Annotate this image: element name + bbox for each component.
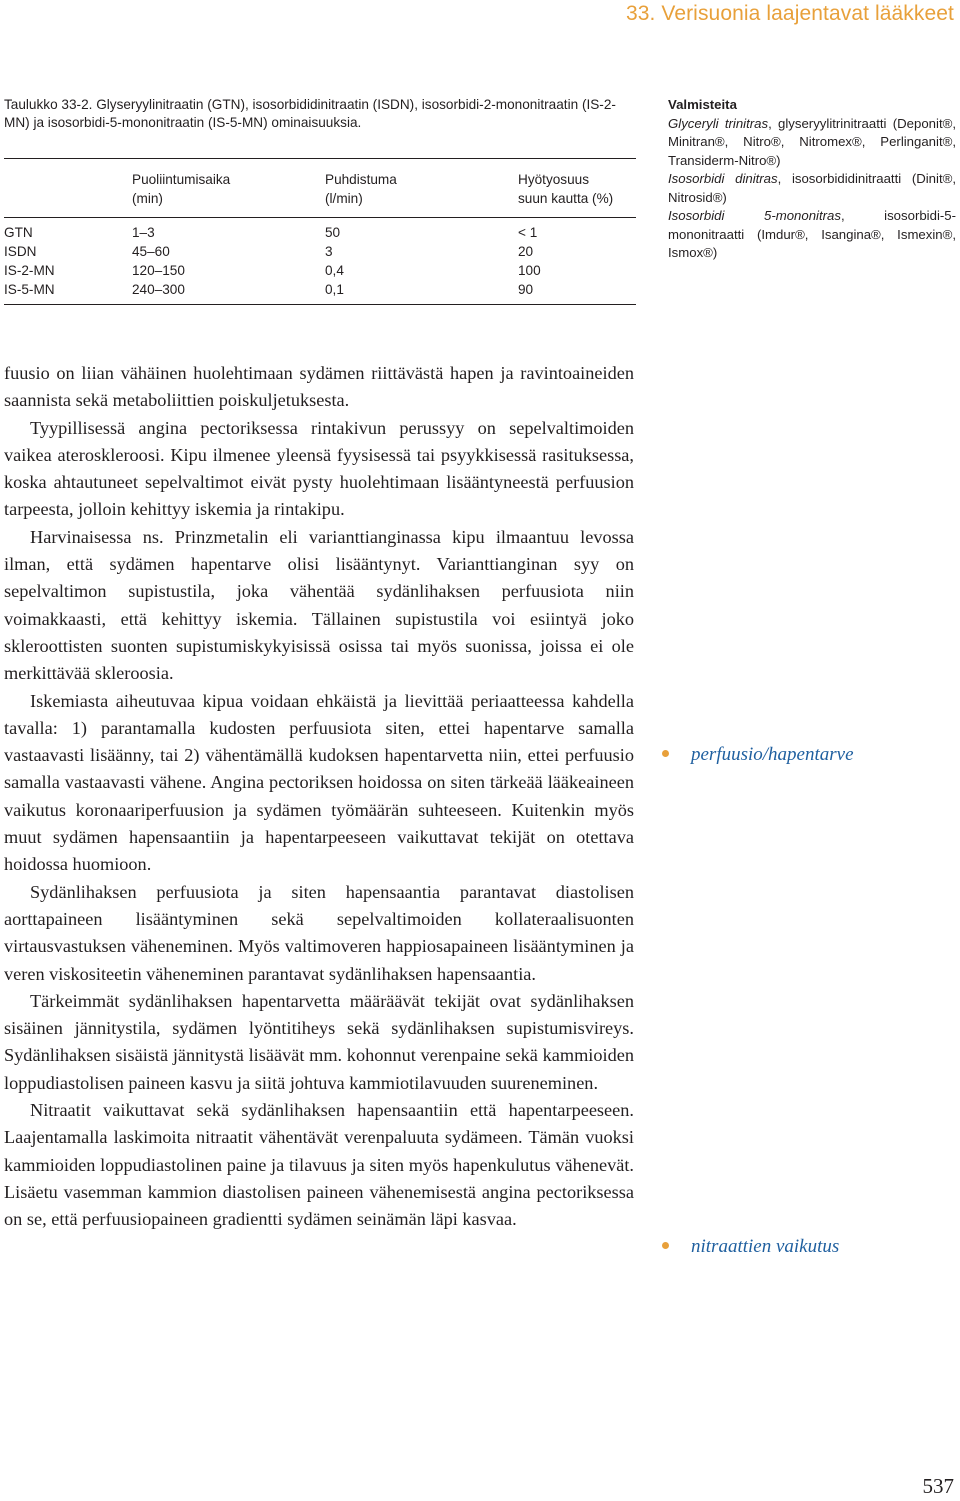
preparation-details: , isosorbididinitraatti (Dinit®, Nitrosid®) bbox=[668, 171, 956, 205]
row-half-life: 240–300 bbox=[132, 282, 185, 297]
row-name: IS-5-MN bbox=[4, 282, 55, 297]
preparation-details: , glyseryylitrinitraatti (Deponit®, Minitran®, Nitro®, Nitromex®, Perlinganit®, Transiderm-Nitro®) bbox=[668, 115, 956, 168]
table-rule-bottom bbox=[4, 304, 636, 305]
row-clearance: 0,4 bbox=[325, 263, 344, 278]
column-header-bioavailability: Hyötyosuus suun kautta (%) bbox=[518, 172, 614, 206]
margin-note bbox=[662, 1236, 839, 1258]
paragraph: Tyypillisessä angina pectoriksessa rintakivun perussyy on sepelvaltimoiden vaikea ateroskleroosi. Kipu ilmenee yleensä fyysisessä tai psyykkisessä rasituksessa, koska ahtautuneet sepelvaltimot eivät pysty huolehtimaan lisääntyneestä perfuusion tarpeesta, jolloin kehittyy iskemia ja rintakipu. bbox=[4, 417, 634, 520]
preparations-heading: Valmisteita bbox=[668, 97, 737, 112]
margin-note-text: nitraattien vaikutus bbox=[691, 1236, 840, 1257]
paragraph: fuusio on liian vähäinen huolehtimaan sydämen riittävästä hapen ja ravintoaineiden saannista sekä metaboliittien poiskuljetuksesta. bbox=[4, 363, 634, 411]
table-row bbox=[0, 261, 640, 280]
row-half-life: 1–3 bbox=[132, 225, 155, 240]
paragraph: Harvinaisessa ns. Prinzmetalin eli varianttianginassa kipu ilmaantuu levossa ilman, että sydämen hapentarve olisi lisääntynyt. Varianttianginan syy on sepelvaltimon supistustila, joka vähentää sydänlihaksen perfuusiota niin voimakkaasti, että kehittyy iskemia. Tällainen supistustila voi esiintyä joko skleroottisten suonten supistumiskykyisissä osissa tai myös suonissa, joissa ei ole merkittävää skleroosia. bbox=[4, 526, 634, 684]
row-bioavailability: 20 bbox=[518, 244, 534, 259]
table-rule-top bbox=[4, 158, 636, 159]
paragraph: Nitraatit vaikuttavat sekä sydänlihaksen hapensaantiin että hapentarpeeseen. Laajentamalla laskimoita nitraatit vähentävät verenpaluuta sydämeen. Tämän vuoksi kammioiden loppudiastolinen paine ja tilavuus ja siten myös hapenkulutus vähenevät. Lisäetu vasemman kammion diastolisen paineen vähenemisestä angina pectoriksessa on se, että perfuusiopaineen gradientti sydämen seinämän läpi kasvaa. bbox=[4, 1100, 634, 1230]
preparation-entry bbox=[668, 115, 956, 171]
table-rule-middle bbox=[4, 217, 636, 218]
column-header-clearance: Puhdistuma (l/min) bbox=[325, 172, 397, 206]
row-clearance: 3 bbox=[325, 244, 333, 259]
row-name: IS-2-MN bbox=[4, 263, 55, 278]
paragraph: Sydänlihaksen perfuusiota ja siten hapensaantia parantavat diastolisen aorttapaineen lisääntyminen sekä sepelvaltimoiden kollateraalisuonten virtausvastuksen väheneminen. Myös valtimoveren happiosapaineen lisääntyminen ja veren viskositeetin väheneminen parantavat sydänlihaksen hapensaantia. bbox=[4, 881, 634, 984]
preparations-box bbox=[668, 96, 956, 263]
running-header: 33. Verisuonia laajentavat lääkkeet bbox=[625, 2, 954, 25]
table-row bbox=[0, 280, 640, 299]
row-name: ISDN bbox=[4, 244, 37, 259]
table-row bbox=[0, 223, 640, 242]
preparation-latin-name: Isosorbidi dinitras bbox=[668, 171, 778, 186]
row-bioavailability: < 1 bbox=[518, 225, 538, 240]
row-clearance: 0,1 bbox=[325, 282, 344, 297]
row-half-life: 120–150 bbox=[132, 263, 185, 278]
body-text bbox=[4, 360, 634, 1234]
row-half-life: 45–60 bbox=[132, 244, 170, 259]
row-clearance: 50 bbox=[325, 225, 341, 240]
preparation-latin-name: Isosorbidi 5-mononitras bbox=[668, 208, 841, 223]
preparation-latin-name: Glyceryli trinitras bbox=[668, 115, 769, 131]
row-bioavailability: 90 bbox=[518, 282, 534, 297]
paragraph: Tärkeimmät sydänlihaksen hapentarvetta määräävät tekijät ovat sydänlihaksen sisäinen jännitystila, sydämen lyöntitiheys sekä sydänlihaksen supistumisvireys. Sydänlihaksen sisäistä jännitystä lisäävät mm. kohonnut verenpaine sekä kammioiden loppudiastolisen paineen kasvu ja siitä johtuva kammiotilavuuden suureneminen. bbox=[4, 990, 634, 1093]
preparation-entry bbox=[668, 207, 956, 263]
table-caption: Taulukko 33-2. Glyseryylinitraatin (GTN), isosorbididinitraatin (ISDN), isosorbidi-2-mononitraatin (IS-2-MN) ja isosorbidi-5-mononitraatin (IS-5-MN) ominaisuuksia. bbox=[4, 97, 616, 130]
preparation-details: , isosorbidi-5-mononitraatti (Imdur®, Isangina®, Ismexin®, Ismox®) bbox=[668, 208, 956, 260]
row-name: GTN bbox=[4, 225, 33, 240]
preparation-entry bbox=[668, 170, 956, 207]
column-header-half-life: Puoliintumisaika (min) bbox=[132, 172, 231, 206]
row-bioavailability: 100 bbox=[518, 263, 541, 278]
margin-note-text: perfuusio/hapentarve bbox=[691, 744, 854, 765]
paragraph: Iskemiasta aiheutuvaa kipua voidaan ehkäistä ja lievittää periaatteessa kahdella tavalla: 1) parantamalla kudosten perfuusiota siten, ettei hapentarve samalla vastaavasti lisäänny, tai 2) vähentämällä kudoksen hapentarvetta niin, ettei perfuusio samalla vastaavasti vähene. Angina pectoriksen hoidossa on siten tärkeää lääkeaineen vaikutus koronaariperfuusion ja sydämen työmäärän suhteeseen. Kuitenkin myös muut sydämen hapensaantiin ja hapentarpeeseen vaikuttavat tekijät on otettava hoidossa huomioon. bbox=[4, 690, 634, 875]
table-row bbox=[0, 242, 640, 261]
bullet-icon bbox=[662, 750, 669, 757]
bullet-icon bbox=[662, 1242, 669, 1249]
margin-note bbox=[662, 744, 854, 766]
page-number: 537 bbox=[922, 1474, 954, 1498]
